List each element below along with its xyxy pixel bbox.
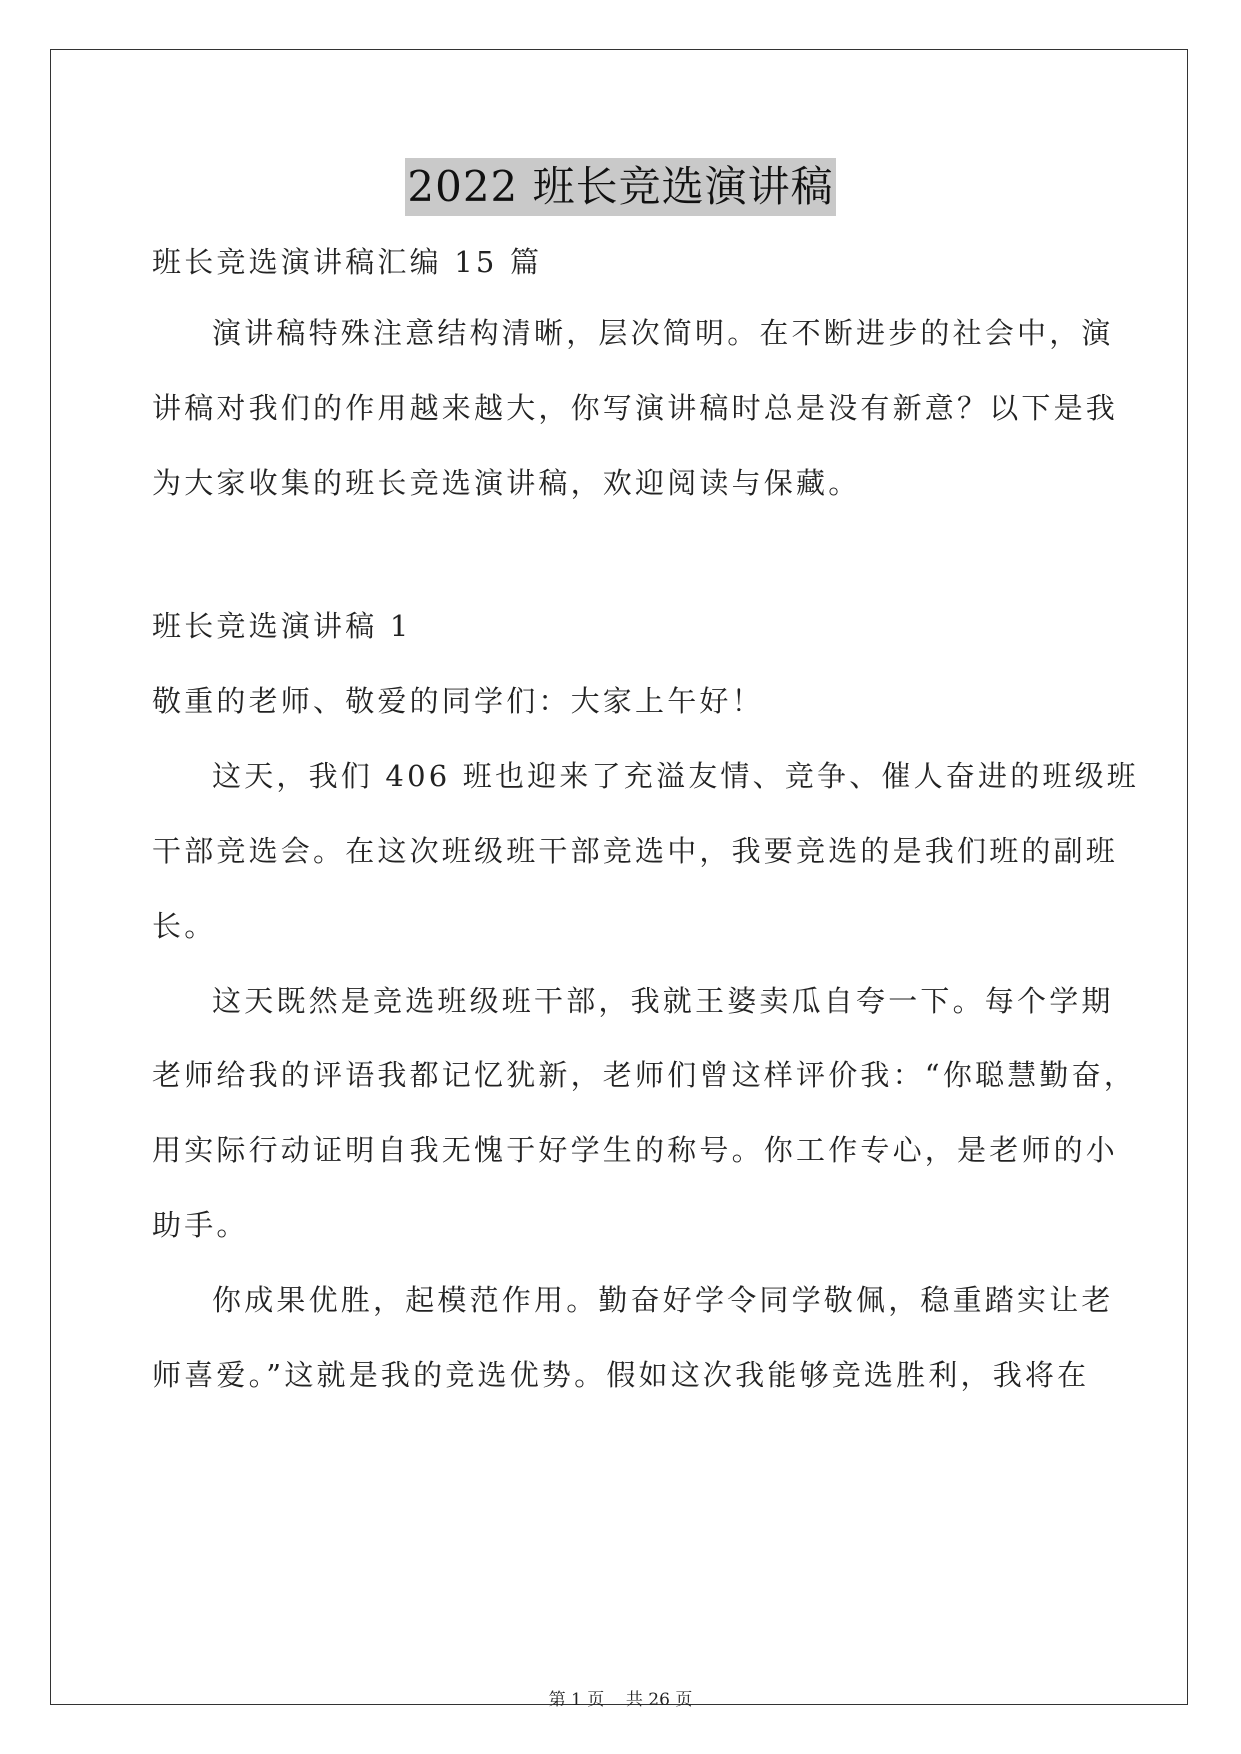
page-border xyxy=(50,49,1188,1705)
document-title: 2022 班长竞选演讲稿 xyxy=(405,158,835,216)
section-heading: 班长竞选演讲稿 1 xyxy=(152,609,412,643)
paragraph-line: 老师给我的评语我都记忆犹新，老师们曾这样评价我：“你聪慧勤奋， xyxy=(152,1058,1137,1092)
paragraph-line: 用实际行动证明自我无愧于好学生的称号。你工作专心，是老师的小 xyxy=(152,1133,1119,1167)
paragraph-line: 这天既然是竞选班级班干部，我就王婆卖瓜自夸一下。每个学期 xyxy=(212,984,1114,1018)
paragraph-line: 演讲稿特殊注意结构清晰，层次简明。在不断进步的社会中，演 xyxy=(212,316,1114,350)
paragraph-line: 助手。 xyxy=(152,1208,249,1242)
paragraph-line: 你成果优胜，起模范作用。勤奋好学令同学敬佩，稳重踏实让老 xyxy=(212,1283,1114,1317)
paragraph-line: 干部竞选会。在这次班级班干部竞选中，我要竞选的是我们班的副班 xyxy=(152,834,1119,868)
paragraph-line: 讲稿对我们的作用越来越大，你写演讲稿时总是没有新意？以下是我 xyxy=(152,391,1119,425)
page-footer: 第 1 页 共 26 页 xyxy=(548,1690,693,1710)
paragraph-line: 师喜爱。”这就是我的竞选优势。假如这次我能够竞选胜利，我将在 xyxy=(152,1358,1090,1392)
paragraph-line: 这天，我们 406 班也迎来了充溢友情、竞争、催人奋进的班级班 xyxy=(212,759,1139,793)
salutation-line: 敬重的老师、敬爱的同学们：大家上午好！ xyxy=(152,684,764,718)
document-subtitle: 班长竞选演讲稿汇编 15 篇 xyxy=(152,245,543,279)
title-container xyxy=(0,158,1241,216)
paragraph-line: 长。 xyxy=(152,909,217,943)
paragraph-line: 为大家收集的班长竞选演讲稿，欢迎阅读与保藏。 xyxy=(152,466,861,500)
